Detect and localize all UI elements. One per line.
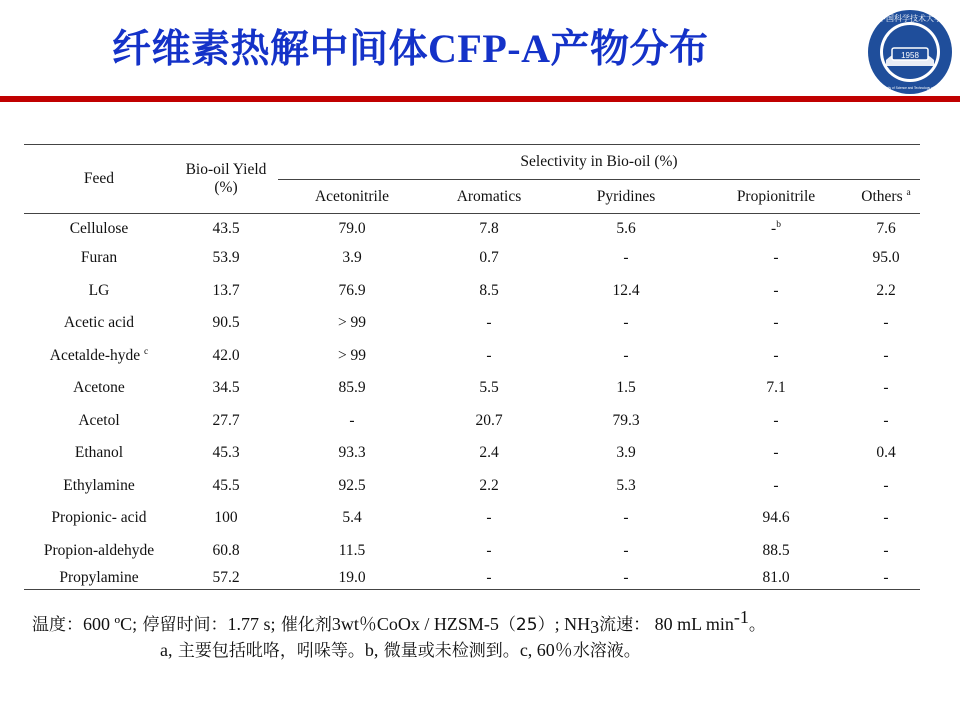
cell-propionitrile: 94.6: [762, 509, 790, 527]
cell-aromatics: 5.5: [479, 379, 499, 397]
cell-pyridines: -: [623, 541, 629, 559]
cell-propionitrile: -: [773, 346, 779, 364]
cell-propionitrile-footnote: b: [776, 220, 781, 230]
footnote-c-marker: c, 60％: [519, 640, 573, 660]
cell-pyridines: 79.3: [612, 411, 640, 429]
cell-pyridines: 5.6: [616, 220, 636, 237]
cell-yield: 34.5: [212, 379, 240, 397]
cell-others: -: [883, 346, 889, 364]
cell-propionitrile: 81.0: [700, 567, 852, 590]
header-aromatics: Aromatics: [426, 180, 552, 214]
cell-feed: Cellulose: [69, 220, 129, 237]
cell-acetonitrile: > 99: [337, 346, 367, 364]
table-row: [24, 214, 920, 243]
cell-others: -: [883, 314, 889, 332]
cell-acetonitrile: -: [349, 411, 355, 429]
cell-propionitrile: -: [773, 249, 779, 267]
cell-pyridines: -: [623, 314, 629, 332]
header-others-label: Others: [861, 187, 903, 205]
header-others: [852, 180, 920, 214]
cell-others: -: [852, 567, 920, 590]
table-row: [24, 340, 920, 373]
cell-yield: 53.9: [212, 249, 240, 267]
cell-pyridines: 12.4: [612, 281, 640, 299]
cell-others: -: [883, 509, 889, 527]
table-row: [24, 470, 920, 503]
cell-others: -: [883, 541, 889, 559]
cell-acetonitrile: 19.0: [278, 567, 426, 590]
cell-aromatics: -: [486, 509, 492, 527]
note-flow-value: 80 mL min: [650, 614, 734, 634]
footnote-b-marker: b,: [364, 640, 379, 660]
cell-feed: Acetic acid: [63, 314, 135, 332]
title-chinese-part2: 产物分布: [550, 27, 709, 72]
table-row: [24, 437, 920, 470]
cell-feed: Propionic- acid: [51, 509, 147, 527]
header-yield-line2: (%): [214, 179, 238, 196]
title-divider: [0, 96, 960, 102]
cell-yield: 57.2: [174, 567, 278, 590]
cell-aromatics: -: [486, 314, 492, 332]
cell-others: 0.4: [876, 444, 896, 462]
note-residence-value: 1.77 s;: [227, 614, 276, 634]
cell-yield: 90.5: [212, 314, 240, 332]
cell-acetonitrile: 92.5: [338, 476, 366, 494]
cell-pyridines: 5.3: [616, 476, 636, 494]
footnote-b-text: 微量或未检测到。: [378, 641, 520, 661]
header-yield-line1: Bio-oil Yield: [185, 161, 267, 178]
header-pyridines: Pyridines: [552, 180, 700, 214]
cell-pyridines: 3.9: [616, 444, 636, 462]
cell-aromatics: 7.8: [479, 220, 499, 237]
cell-aromatics: 0.7: [479, 249, 499, 267]
note-flow-label: 流速：: [599, 615, 651, 635]
cell-feed: Propion-aldehyde: [43, 541, 155, 559]
cell-propionitrile: 88.5: [762, 541, 790, 559]
header-feed: Feed: [24, 145, 174, 214]
cell-pyridines: -: [623, 249, 629, 267]
title-chinese-part1: 纤维素热解中间体: [112, 27, 429, 72]
table-row: [24, 372, 920, 405]
cell-feed-footnote: c: [144, 346, 149, 357]
cell-acetonitrile: 76.9: [338, 281, 366, 299]
product-distribution-table-wrapper: [24, 144, 920, 590]
page-title: [112, 18, 709, 74]
cell-others: -: [883, 476, 889, 494]
cell-acetonitrile: 3.9: [342, 249, 362, 267]
header-acetonitrile: Acetonitrile: [278, 180, 426, 214]
cell-others: -: [883, 379, 889, 397]
note-temperature-value: 600 ºC;: [83, 614, 138, 634]
cell-feed: Propylamine: [24, 567, 174, 590]
cell-propionitrile: -: [773, 476, 779, 494]
conditions-note: [32, 607, 766, 637]
cell-yield: 42.0: [212, 346, 240, 364]
cell-pyridines: -: [623, 509, 629, 527]
cell-propionitrile: -: [773, 314, 779, 332]
cell-feed: Ethanol: [74, 444, 124, 462]
header-bio-oil-yield: [174, 145, 278, 214]
title-catalyst-name: CFP-A: [428, 26, 551, 71]
table-row: [24, 535, 920, 568]
cell-others: -: [883, 411, 889, 429]
cell-feed: Furan: [80, 249, 118, 267]
cell-feed: Acetone: [73, 379, 125, 397]
logo-year: 1958: [901, 51, 919, 60]
table-row: [24, 242, 920, 275]
cell-yield: 13.7: [212, 281, 240, 299]
cell-others: 2.2: [876, 281, 896, 299]
logo-top-text: 中国科学技术大学: [878, 14, 942, 23]
cell-aromatics: -: [486, 346, 492, 364]
note-nh3-subscript: 3: [590, 617, 600, 637]
cell-aromatics: -: [486, 541, 492, 559]
cell-pyridines: -: [623, 346, 629, 364]
table-row: [24, 275, 920, 308]
cell-pyridines: 1.5: [616, 379, 636, 397]
table-row: [24, 567, 920, 590]
cell-acetonitrile: > 99: [337, 314, 367, 332]
cell-yield: 45.3: [212, 444, 240, 462]
note-catalyst-label: 催化剂: [275, 615, 332, 635]
cell-aromatics: -: [426, 567, 552, 590]
cell-acetonitrile: 85.9: [338, 379, 366, 397]
note-catalyst-ratio: （25）: [498, 615, 555, 635]
cell-yield: 60.8: [212, 541, 240, 559]
table-row: [24, 502, 920, 535]
table-row: [24, 405, 920, 438]
note-temperature-label: 温度：: [32, 615, 83, 635]
cell-feed: [24, 340, 174, 373]
cell-feed-value: Acetalde-hyde: [49, 346, 141, 364]
footnote-c-text: 水溶液。: [572, 641, 641, 661]
university-logo: [866, 8, 954, 96]
note-period: 。: [748, 615, 766, 635]
cell-aromatics: 20.7: [475, 411, 503, 429]
cell-yield: 100: [214, 509, 238, 527]
cell-yield: 43.5: [212, 220, 240, 237]
cell-yield: 27.7: [212, 411, 240, 429]
cell-others: 95.0: [872, 249, 900, 267]
cell-feed: Ethylamine: [63, 476, 135, 494]
note-residence-label: 停留时间：: [137, 615, 228, 635]
cell-propionitrile: 7.1: [766, 379, 786, 397]
cell-propionitrile: [700, 214, 852, 243]
cell-acetonitrile: 93.3: [338, 444, 366, 462]
product-distribution-table: [24, 144, 920, 590]
header-selectivity: Selectivity in Bio-oil (%): [278, 145, 920, 180]
cell-aromatics: 2.2: [479, 476, 499, 494]
footnote-a-marker: a,: [160, 640, 173, 660]
logo-ring-text: University of Science and Technology of China: [877, 86, 943, 90]
note-nh3-label: ; NH: [554, 614, 591, 634]
header-propionitrile: Propionitrile: [700, 180, 852, 214]
cell-propionitrile-value: -: [771, 220, 777, 237]
cell-propionitrile: -: [773, 411, 779, 429]
cell-feed: Acetol: [78, 411, 120, 429]
cell-pyridines: -: [552, 567, 700, 590]
cell-aromatics: 8.5: [479, 281, 499, 299]
footnote-a-text: 主要包括吡咯，吲哚等。: [172, 641, 365, 661]
header-others-footnote: a: [906, 187, 911, 198]
cell-acetonitrile: 11.5: [338, 541, 366, 559]
footnotes: [160, 636, 641, 662]
note-flow-exponent: -1: [733, 607, 749, 627]
cell-propionitrile: -: [773, 444, 779, 462]
cell-feed: LG: [88, 281, 110, 299]
cell-acetonitrile: 5.4: [342, 509, 362, 527]
cell-aromatics: 2.4: [479, 444, 499, 462]
table-row: [24, 307, 920, 340]
cell-propionitrile: -: [773, 281, 779, 299]
note-catalyst-value: 3wt％CoOx / HZSM-5: [331, 614, 499, 634]
cell-others: 7.6: [876, 220, 896, 237]
cell-yield: 45.5: [212, 476, 240, 494]
cell-acetonitrile: 79.0: [338, 220, 366, 237]
